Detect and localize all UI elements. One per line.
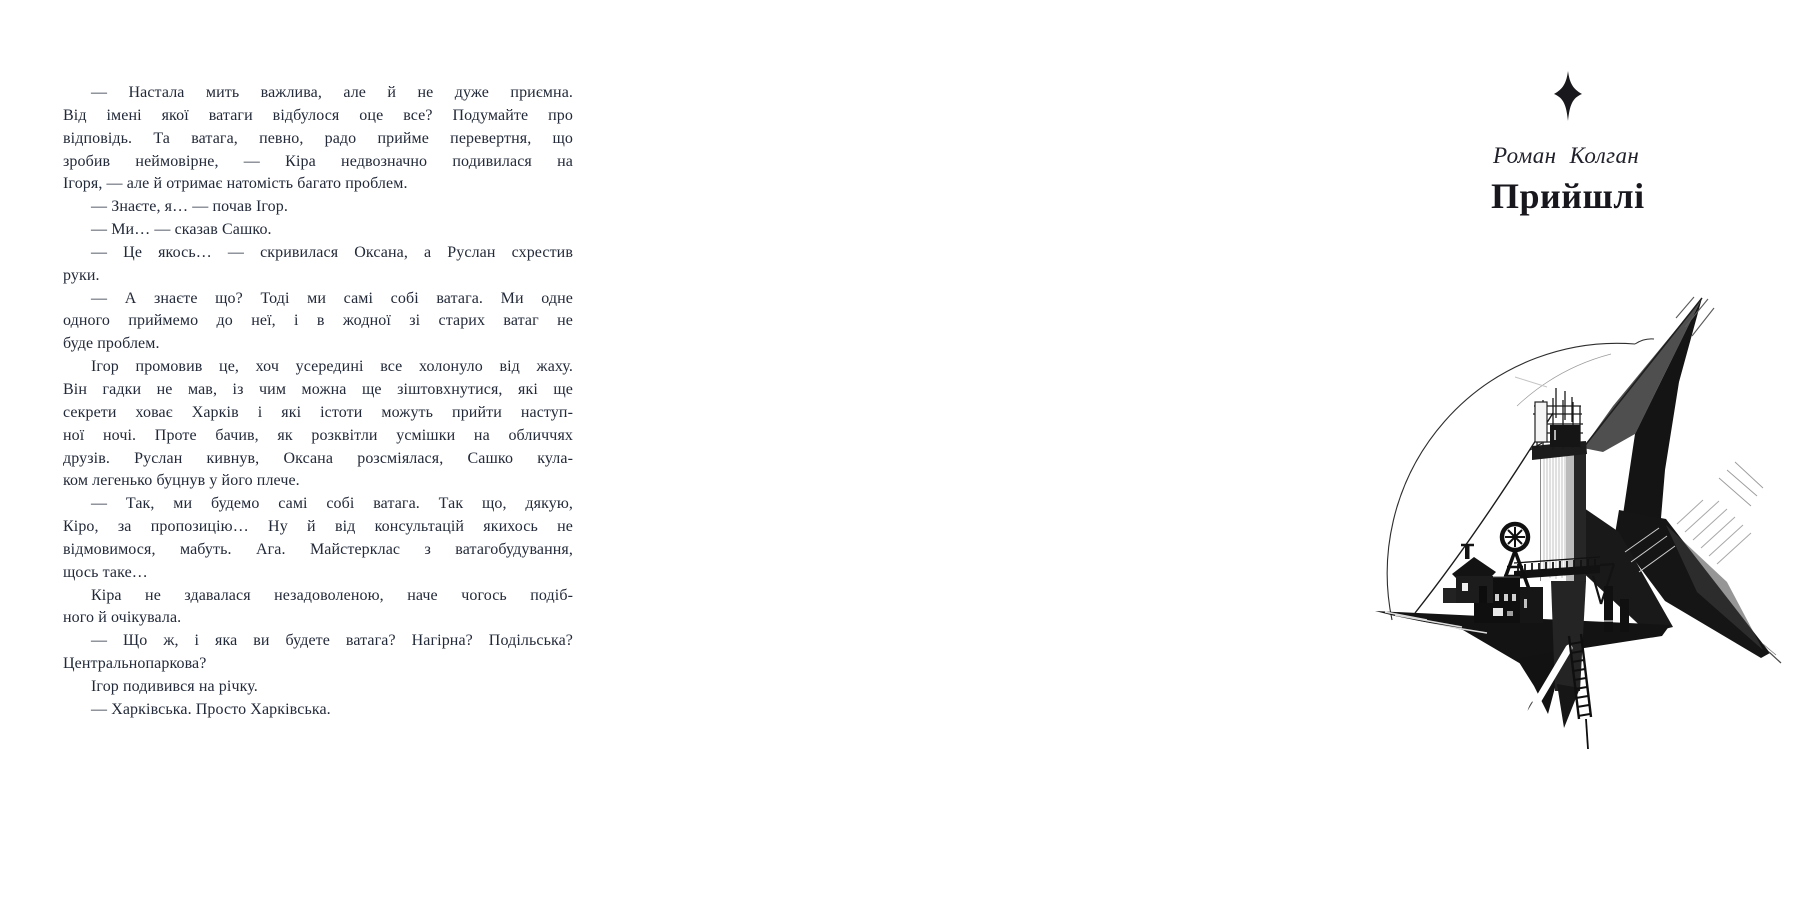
text-line: — Це якось… — скривилася Оксана, а Руслан схрестив — [91, 243, 573, 261]
text-line: — Харківська. Просто Харківська. — [91, 700, 331, 718]
chapter-author: Роман Колган — [1493, 143, 1640, 168]
text-line: — А знаєте що? Тоді ми самі собі ватага. Ми одне — [91, 289, 573, 307]
text-line: одного приймемо до неї, і в жодної зі старих ватаг не — [63, 312, 573, 330]
text-line: — Що ж, і яка ви будете ватага? Нагірна? Подільська? — [91, 632, 573, 650]
text-line: ком легенько буцнув у його плече. — [63, 472, 300, 490]
right-page — [627, 0, 1645, 908]
text-line: Кіра не здавалася незадоволеною, наче чогось подіб- — [91, 586, 573, 604]
text-line: Ігоря, — але й отримає натомість багато проблем. — [63, 175, 408, 193]
text-line: друзів. Руслан кивнув, Оксана розсміялася, Сашко кула- — [63, 449, 573, 467]
text-line: ної ночі. Проте бачив, як розквітли усмішки на обличчях — [63, 426, 573, 444]
text-line: відмовимося, мабуть. Ага. Майстерклас з ватагобудування, — [63, 540, 573, 558]
text-line: Ігор подивився на річку. — [91, 677, 258, 695]
text-line: — Знаєте, я… — почав Ігор. — [91, 198, 288, 216]
text-line: — Так, ми будемо самі собі ватага. Так що, дякую, — [91, 495, 573, 513]
text-line: буде проблем. — [63, 335, 160, 353]
text-line: секрети ховає Харків і які істоти можуть прийти наступ- — [63, 403, 573, 421]
four-pointed-star-icon — [1552, 70, 1584, 122]
text-line: руки. — [63, 266, 100, 284]
mine-tower-star-illustration-icon — [1367, 270, 1807, 750]
body-text — [63, 82, 573, 722]
text-line: зробив неймовірне, — Кіра недвозначно подивилася на — [63, 152, 573, 170]
text-line: Кіро, за пропозицію… Ну й від консультацій якихось не — [63, 518, 573, 536]
left-page — [0, 0, 627, 908]
chapter-title: Прийшлі — [1491, 176, 1645, 216]
text-line: — Ми… — сказав Сашко. — [91, 221, 272, 239]
text-line: ного й очікувала. — [63, 609, 182, 627]
text-line: відповідь. Та ватага, певно, радо прийме перевертня, що — [63, 129, 573, 147]
text-line: Центральнопаркова? — [63, 655, 207, 673]
text-line: Він гадки не мав, із чим можна ще зіштовхнутися, які ще — [63, 380, 573, 398]
text-line: Ігор промовив це, хоч усередині все холонуло від жаху. — [91, 358, 573, 376]
text-line: Від імені якої ватаги відбулося оце все? Подумайте про — [63, 106, 573, 124]
text-line: щось таке… — [63, 563, 148, 581]
text-line: — Настала мить важлива, але й не дуже приємна. — [91, 84, 573, 101]
